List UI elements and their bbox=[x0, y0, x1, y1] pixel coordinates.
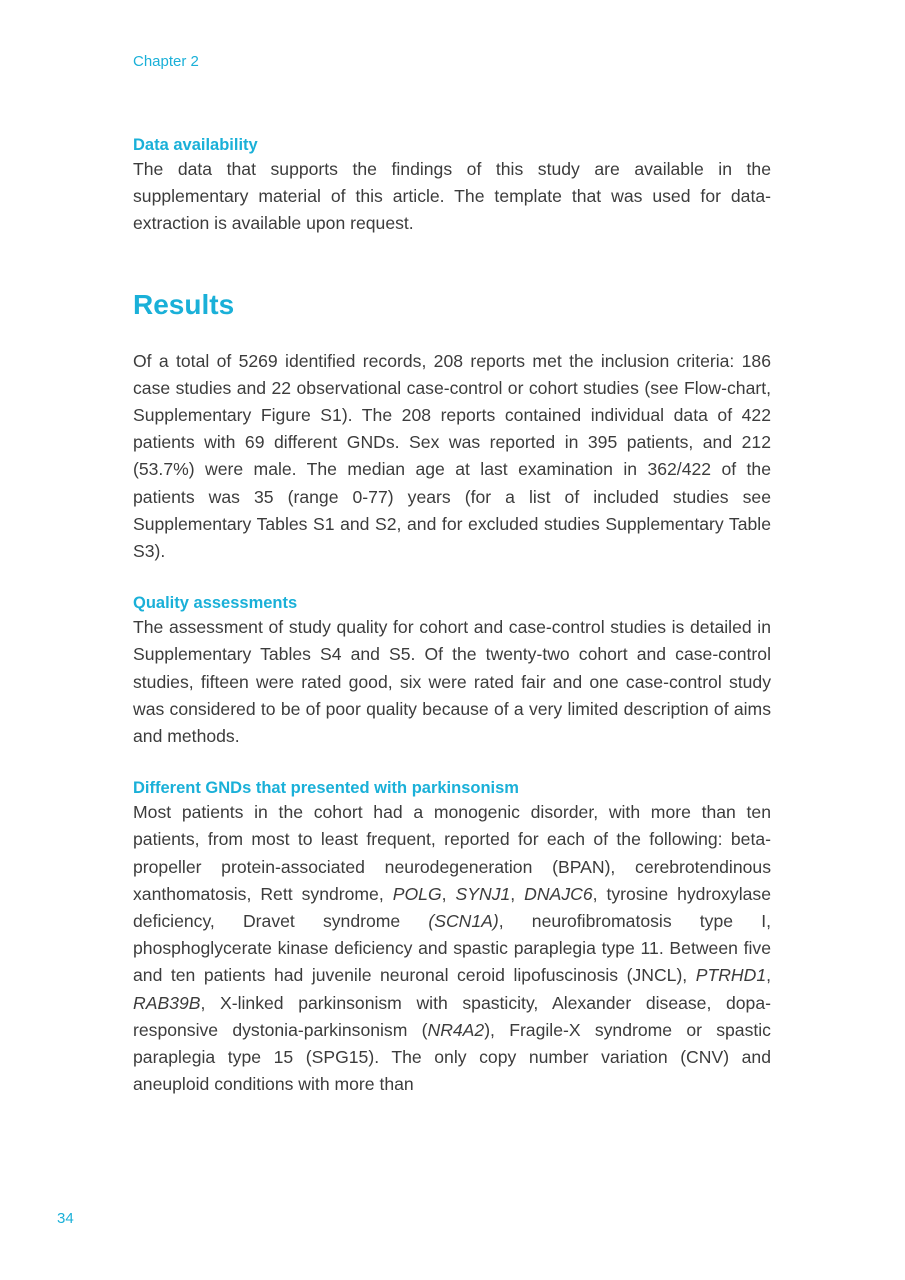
data-availability-text: The data that supports the findings of this study are available in the supplementary material of this article. The template that was used for data-extraction is available upon request. bbox=[133, 159, 771, 234]
results-title: Results bbox=[133, 288, 235, 320]
gnds-text-part: Most patients in the cohort had a monogenic disorder, with more than ten patients, from most to least frequent, reported for each of the following: beta-propeller protein-associated neurodegeneration (BPAN), cerebrotendinous xanthomatosis, Rett syndrome, bbox=[133, 802, 771, 904]
results-intro-text: Of a total of 5269 identified records, 208 reports met the inclusion criteria: 186 case studies and 22 observational case-control or cohort studies (see Flow-chart, Supplementary Figure S1). The 208 reports contained individual data of 422 patients with 69 different GNDs. Sex was reported in 395 patients, and 212 (53.7%) were male. The median age at last examination in 362/422 of the patients was 35 (range 0-77) years (for a list of included studies see Supplementary Tables S1 and S2, and for excluded studies Supplementary Table S3). bbox=[133, 350, 771, 562]
gene-name: POLG bbox=[392, 883, 442, 904]
quality-assessments-heading: Quality assessments bbox=[133, 594, 298, 613]
gene-name: PTRHD1 bbox=[695, 965, 767, 986]
gnds-text-part: , X-linked parkinsonism with spasticity, Alexander disease, dopa-responsive dystonia-parkinsonism ( bbox=[133, 992, 771, 1040]
gnds-text-part: , tyrosine hydroxylase deficiency, Dravet syndrome bbox=[133, 883, 771, 932]
gnds-text-part: , bbox=[510, 883, 525, 904]
gnds-heading: Different GNDs that presented with parkinsonism bbox=[133, 779, 519, 798]
data-availability-heading: Data availability bbox=[133, 136, 258, 154]
gnds-text-part: ), Fragile-X syndrome or spastic paraplegia type 15 (SPG15). The only copy number variation (CNV) and aneuploid conditions with more than bbox=[133, 1019, 771, 1095]
gene-name: DNAJC6 bbox=[524, 883, 593, 904]
gene-name: NR4A2 bbox=[427, 1019, 485, 1040]
running-head: Chapter 2 bbox=[133, 53, 199, 70]
gnds-text-part: , bbox=[441, 883, 456, 904]
gene-name: RAB39B bbox=[133, 992, 201, 1013]
main-content bbox=[133, 134, 771, 1098]
gnds-text-part: , bbox=[766, 965, 771, 986]
gnds-text-part: , neurofibromatosis type I, phosphoglycerate kinase deficiency and spastic paraplegia type 11. Between five and ten patients had juvenile neuronal ceroid lipofuscinosis (JNCL), bbox=[133, 911, 771, 986]
gene-name: SYNJ1 bbox=[455, 883, 511, 904]
gene-name: (SCN1A) bbox=[428, 911, 499, 932]
page-number: 34 bbox=[57, 1210, 74, 1227]
quality-assessments-text: The assessment of study quality for cohort and case-control studies is detailed in Supplementary Tables S4 and S5. Of the twenty-two cohort and case-control studies, fifteen were rated good, six were rated fair and one case-control study was considered to be of poor quality because of a very limited description of aims and methods. bbox=[133, 617, 771, 747]
gnds-text bbox=[133, 799, 771, 1098]
